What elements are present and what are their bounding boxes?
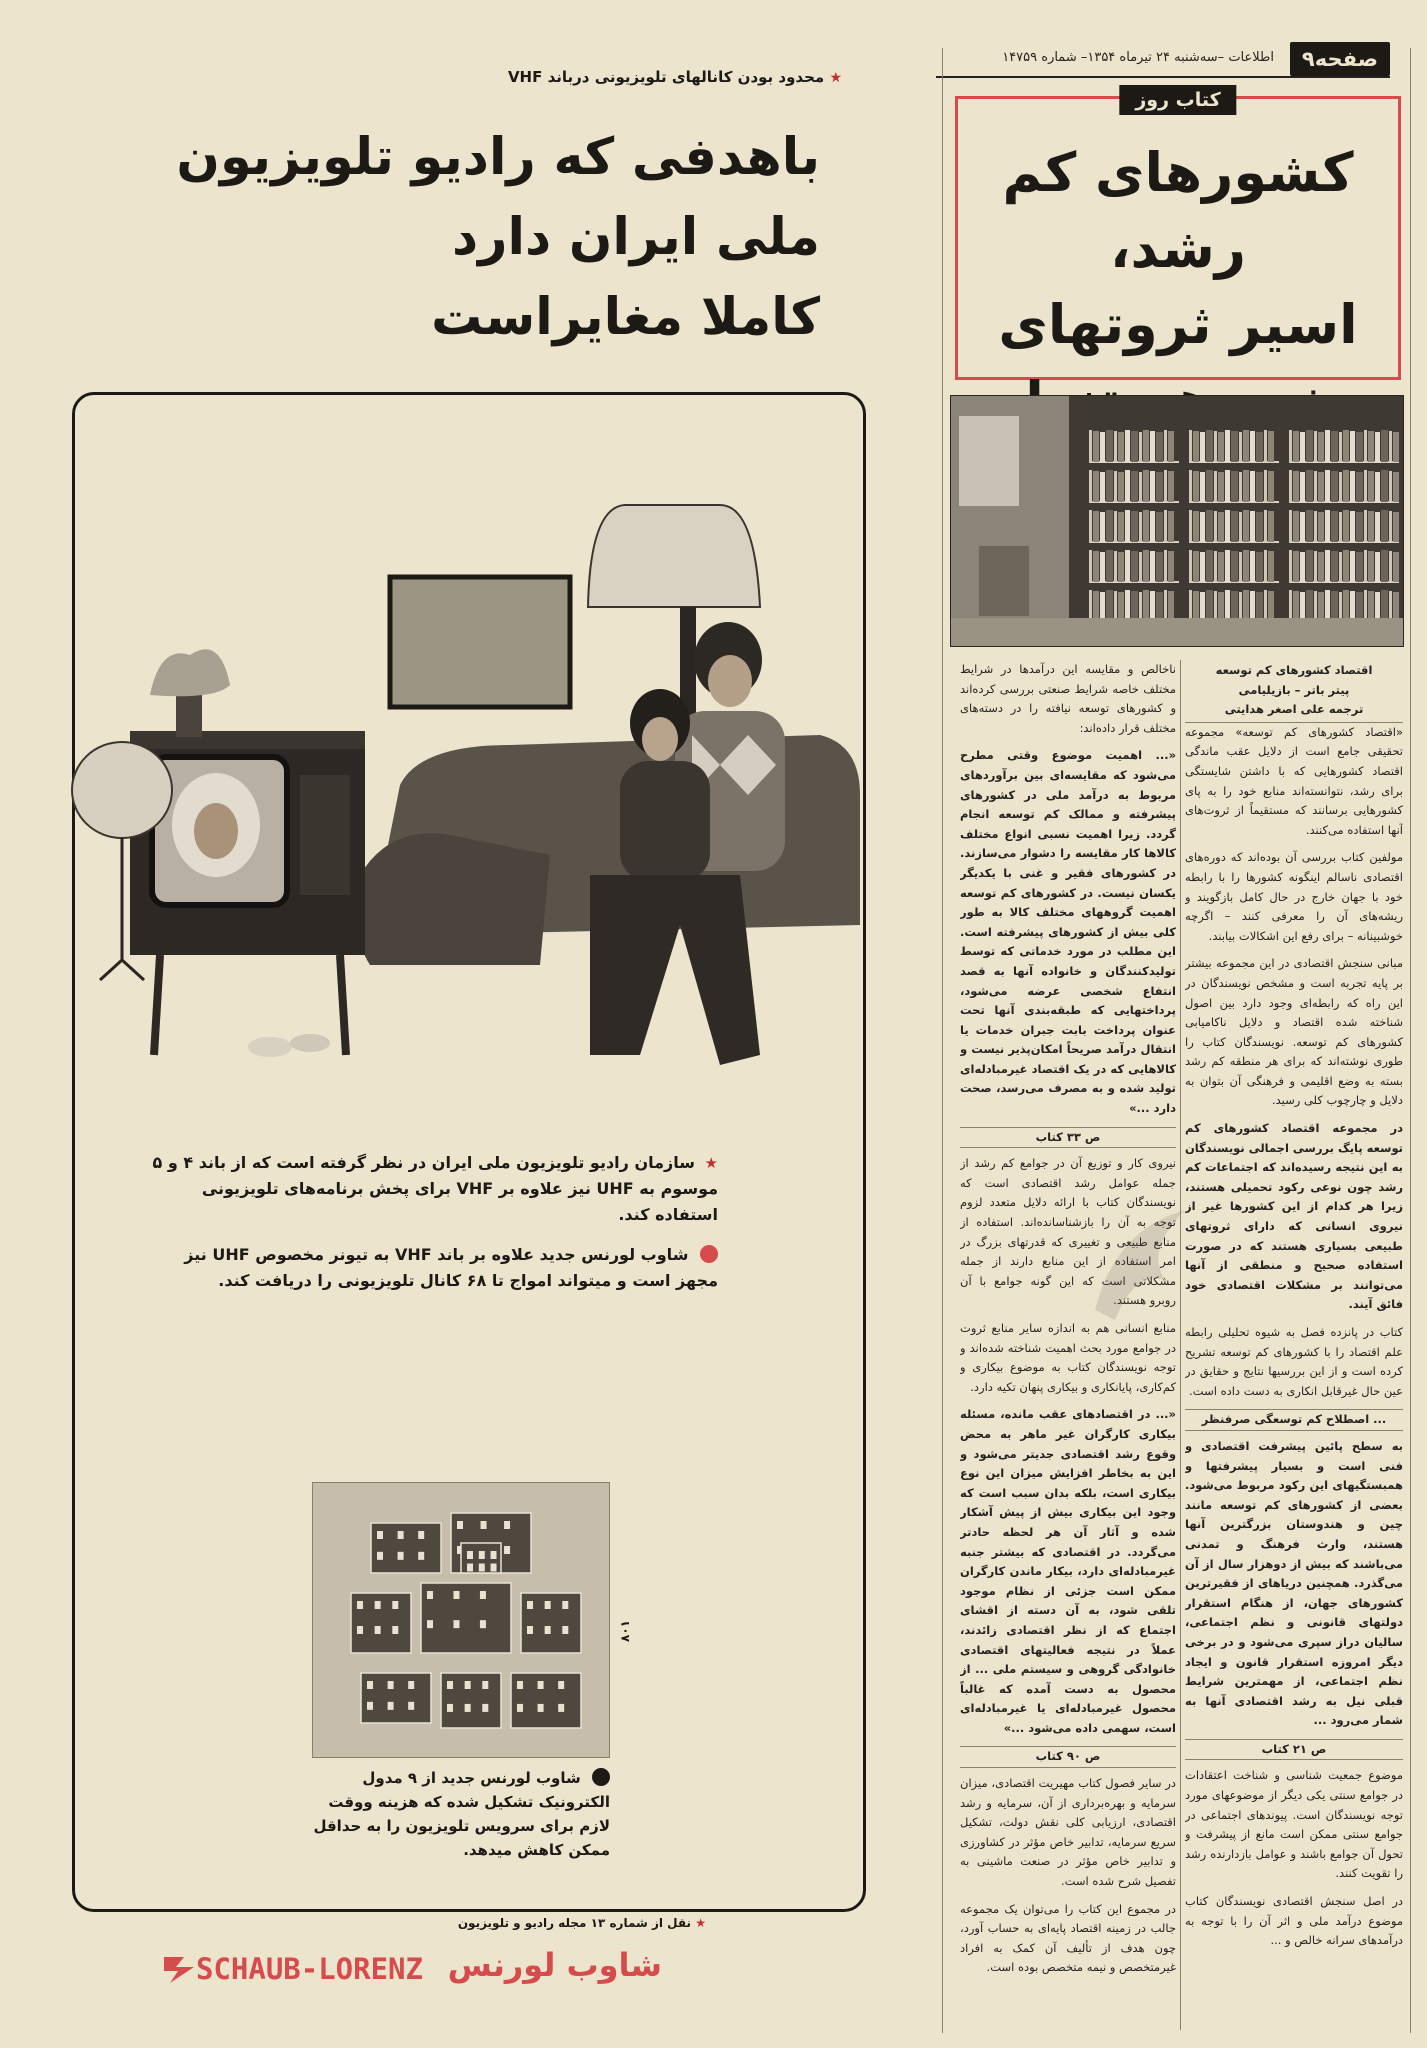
- byline-line: اقتصاد کشورهای کم توسعه: [1215, 663, 1373, 677]
- article-paragraph: موضوع جمعیت شناسی و شناخت اعتقادات در جوامع سنتی یکی دیگر از موضوعهای مورد توجه نویسندگان است. پیوندهای اجتماعی در جوامع سنتی ممکن است مانع از پیشرفت و تحول آن جوامع باشند و عوامل بازدارنده رشد را تقویت کنند.: [1185, 1768, 1403, 1881]
- brand-logo: [162, 1942, 662, 2006]
- article-paragraph: در سایر فصول کتاب مهیریت اقتصادی، میزان سرمایه و بهره‌برداری از آن، سرمایه و رشد اقتصادی، ارزیابی کلی نقش دولت، تشکیل سریع سرمایه، تدابیر خاص مؤثر در کشاورزی و تدابیر خاص مؤثر در صنعت ماشینی به تفصیل شرح شده است.: [960, 1776, 1176, 1889]
- column-rule-left: [942, 48, 943, 2033]
- byline-line: ترجمه علی اصغر هدایتی: [1224, 702, 1364, 717]
- article-subhead: ص ۲۱ کتاب: [1185, 1739, 1403, 1761]
- article-paragraph: به سطح پائین پیشرفت اقتصادی و فنی است و بسیار پیشرفتها و همبستگیهای این رکود مربوط می‌شود. بعضی از کشورهای کم توسعه مانند چین و هندوستان بزرگترین آنها هستند، وارث فرهنگ و تمدنی می‌باشند که بیش از دوهزار سال از آن می‌گذرد. همچنین دریاهای از فقیرترین کشورهای جهان، از هنگام استقرار دولتهای قانونی و نظم اجتماعی، سالیان دراز سپری می‌شود و در برخی دیگر امروزه استقرار قانون و ایجاد نظم اجتماعی، از مهمترین شرایط قبلی نیل به رشد اقتصادی آنها به شمار می‌رود ...: [1185, 1438, 1403, 1728]
- advert-kicker-text: محدود بودن کانالهای تلویزیونی درباند VHF: [507, 68, 825, 86]
- advert-feature-text: سازمان رادیو تلویزیون ملی ایران در نظر گرفته است که از باند ۴ و ۵ موسوم به UHF نیز علاوه بر VHF برای پخش برنامه‌های تلویزیونی استفاده کند.: [152, 1153, 718, 1224]
- article-paragraph: ناخالص و مقایسه این درآمدها در شرایط مختلف خاصه شرایط صنعتی بررسی کرده‌اند و کشورهای توسعه نیافته را در دسته‌های مختلف قرار داده‌اند:: [960, 662, 1176, 735]
- byline-line: پیتر باتر – بازیلیامی: [1238, 682, 1350, 697]
- advert-headline: [60, 118, 820, 358]
- star-icon: ★: [695, 1916, 706, 1930]
- article-subhead: ص ۹۰ کتاب: [960, 1746, 1176, 1768]
- advert-feature-tuner: [150, 1242, 718, 1294]
- faded-bird-emblem: [1075, 1190, 1205, 1330]
- headline-line: کشورهای کم رشد،: [1002, 141, 1354, 280]
- article-paragraph: «... در اقتصادهای عقب مانده، مسئله بیکاری کارگران غیر ماهر به محض وقوع رشد اقتصادی جدیتر می‌شود و این به بخاطر افزایش میزان این نوع بیکاری است، بلکه بدان سبب است که وجود این بیکاری بیش از پیش آشکار شده و آثار آن هر لحظه حادتر می‌گردد. در اقتصادی که بیشتر جنبه غیرمبادله‌ای دارد، بیکار ماندن کارگران ممکن است جزئی از نظام موجود تلقی شود، به آن دسته از اقشای اجتماع که از نظر اقتصادی زائدند، عملاً در نتیجه فعالیتهای اقتصادی خانوادگی گروهی و سیستم ملی ... از محصول به دست آمده که غالباً محصول غیرمبادله‌ای یا غیرمبادله‌ای است، سهمی داده می‌شود ...»: [960, 1407, 1176, 1735]
- headline-line: اسیر ثروتهای: [998, 293, 1358, 356]
- brand-name-persian: شاوب لورنس: [447, 1946, 662, 1984]
- article-subhead: ... اصطلاح کم توسعگی صرفنظر: [1185, 1409, 1403, 1431]
- brand-name-latin: [162, 1952, 423, 1986]
- library-shelves-illustration: [950, 396, 1403, 647]
- star-icon: ★: [829, 70, 842, 86]
- book-review-tag: کتاب روز: [1119, 85, 1236, 115]
- advert-headline-line: باهدفی که رادیو تلویزیون ملی ایران دارد: [176, 128, 820, 267]
- globe-lamp-illustration: [70, 740, 180, 990]
- article-paragraph: «اقتصاد کشورهای کم توسعه» مجموعه تحقیقی جامع است از دلایل عقب ماندگی اقتصاد کشورهایی که با داشتن شایستگی برای رشد، نتوانسته‌اند منابع خود را به پای کشورهایی برسانند که مستقیماً از ثروت‌های آنها استفاده می‌کنند.: [1185, 724, 1403, 837]
- lightning-logo-icon: [162, 1953, 196, 1983]
- article-column-right: [1185, 660, 1403, 2032]
- advert-source-text: نقل از شماره ۱۳ مجله رادیو و تلویزیون: [457, 1916, 692, 1930]
- article-paragraph: نیروی کار و توزیع آن در جوامع کم رشد از جمله عوامل رشد اقتصادی است که نویسندگان کتاب با ارائه دلایل متعدد لزوم توجه به آن را بازشناسانده‌اند. استفاده از منابع طبیعی و تغییری که قدرتهای بزرگ در امر استفاده از این منابع دارند از جمله مشکلاتی است که این گونه جوامع با آن روبرو هستند.: [960, 1156, 1176, 1308]
- article-paragraph: منابع انسانی هم به اندازه سایر منابع ثروت در جوامع مورد بحث اهمیت شناخته شده‌اند و توجه نویسندگان کتاب به موضوع بیکاری و کم‌کاری، پایانکاری و بیکاری پنهان تکیه دارد.: [960, 1321, 1176, 1394]
- electronic-modules-photo: [312, 1482, 610, 1758]
- article-paragraph: کتاب در پانزده فصل به شیوه تحلیلی رابطه علم اقتصاد را با کشورهای کم توسعه تشریح کرده است و از این بررسیها نتایج و حقایق در عین حال غیرقابل انکاری به دست داده است.: [1185, 1325, 1403, 1398]
- page-label: صفحه۹: [1290, 42, 1390, 76]
- article-column-divider: [1180, 660, 1181, 2030]
- advert-feature-uhf-plan: [150, 1150, 718, 1228]
- vertical-code: ۸۰۱: [618, 1620, 632, 1642]
- television-living-room-illustration: [120, 495, 870, 1115]
- article-paragraph: «... اهمیت موضوع وقتی مطرح می‌شود که مقایسه‌ای بین برآوردهای مربوط به درآمد ملی در کشورهای پیشرفته و ممالک کم توسعه انجام گردد. زیرا اهمیت نسبی انواع مختلف کالاها کار مقایسه را دشوار می‌سازند. در کشورهای فقیر و غنی با یکدیگر یکسان نیست. در کشورهای کم توسعه اهمیت گروههای مختلف کالا به طور کلی بیش از کشورهای پیشرفته است. این مطلب در مورد خدماتی که توسط تولیدکنندگان و خانواده آنها به قصد انتفاع شخصی عرضه می‌شود، پرداختهایی که طبقه‌بندی آنها تحت عنوان پرداخت بابت جبران خدمات یا انتقال درآمد صریحاً امکان‌پذیر نیست و کالاهایی که در یک اقتصاد غیرمبادله‌ای تولید شده و به مصرف می‌رسد، صحت دارد ...»: [960, 748, 1176, 1116]
- brand-latin-text: SCHAUB-LORENZ: [196, 1952, 423, 1986]
- advert-source-note: [76, 1916, 706, 1930]
- circuit-modules-illustration: [312, 1483, 609, 1758]
- living-room-photo: [120, 495, 870, 1115]
- module-caption-text: شاوب لورنس جدید از ۹ مدول الکترونیک تشکیل شده که هزینه ووقت لازم برای سرویس تلویزیون را به حداقل ممکن کاهش میدهد.: [313, 1769, 610, 1859]
- advert-headline-line: کاملا مغایراست: [431, 288, 820, 347]
- article-byline: [1185, 660, 1403, 723]
- book-review-headline: [976, 135, 1380, 439]
- advert-feature-text: شاوب لورنس جدید علاوه بر باند VHF به تیونر مخصوص UHF نیز مجهز است و میتواند امواج تا ۶۸ کانال تلویزیونی را دریافت کند.: [184, 1245, 718, 1290]
- article-column-left: [960, 660, 1176, 2032]
- article-paragraph: در مجموع این کتاب را می‌توان یک مجموعه جالب در زمینه اقتصاد پایه‌ای به حساب آورد، چون هدف از تألیف آن کمک به افراد غیرمتخصص و نیمه متخصص بوده است.: [960, 1901, 1176, 1975]
- advert-kicker: [60, 68, 842, 86]
- article-body-right: [1185, 723, 1403, 1951]
- article-paragraph: مولفین کتاب بررسی آن بوده‌اند که دوره‌های اقتصادی ناسالم اینگونه کشورها را با رابطه خود با جهان خارج در حال کامل بازگویند و ریشه‌های آن را معرفی کنند – اگرچه خوشبینانه – برای رفع این اشکالات بیابند.: [1185, 850, 1403, 943]
- black-dot-icon: [592, 1768, 610, 1786]
- article-paragraph: در اصل سنجش اقتصادی نویسندگان کتاب موضوع درآمد ملی و اثر آن را با توجه به درآمدهای سرانه خالص و ...: [1185, 1894, 1403, 1948]
- article-paragraph: در مجموعه اقتصاد کشورهای کم توسعه پایگ بررسی اجمالی نویسندگان به این نتیجه رسیده‌اند که اجتماعات کم رشد چون نوعی رکود تحمیلی هستند، زیرا هر کدام از این کشورها غیر از نیروی انسانی که دارای ثروتهای طبیعی بسیاری هستند که در صورت استفاده صحیح و منطقی از آنها می‌توانند بر مشکلات اقتصادی خود فائق آیند.: [1185, 1121, 1403, 1312]
- book-review-headline-box: [955, 89, 1401, 380]
- star-icon: ★: [704, 1154, 718, 1172]
- issue-line: اطلاعات –سه‌شنبه ۲۴ تیرماه ۱۳۵۴– شماره ۱۴۷۵۹: [1002, 50, 1274, 65]
- library-photo: [950, 395, 1404, 647]
- masthead: [936, 42, 1390, 78]
- article-subhead: ص ۳۳ کتاب: [960, 1127, 1176, 1149]
- article-paragraph: مبانی سنجش اقتصادی در این مجموعه بیشتر بر پایه تجربه است و مشخص نویسندگان در این راه که رابطه‌ای وجود دارد بین اصول شناخته شده اقتصاد و دلایل ناکامیابی کشورهای کم توسعه. نویسندگان کتاب را طوری نوشته‌اند که برای هر منطقه کم رشد بسته به وضع اقلیمی و فرهنگی آن بتوان به دلایل و چارچوب کلی رسید.: [1185, 956, 1403, 1108]
- column-rule-right: [1410, 48, 1411, 2033]
- red-dot-icon: [700, 1245, 718, 1263]
- module-caption: [312, 1766, 610, 1862]
